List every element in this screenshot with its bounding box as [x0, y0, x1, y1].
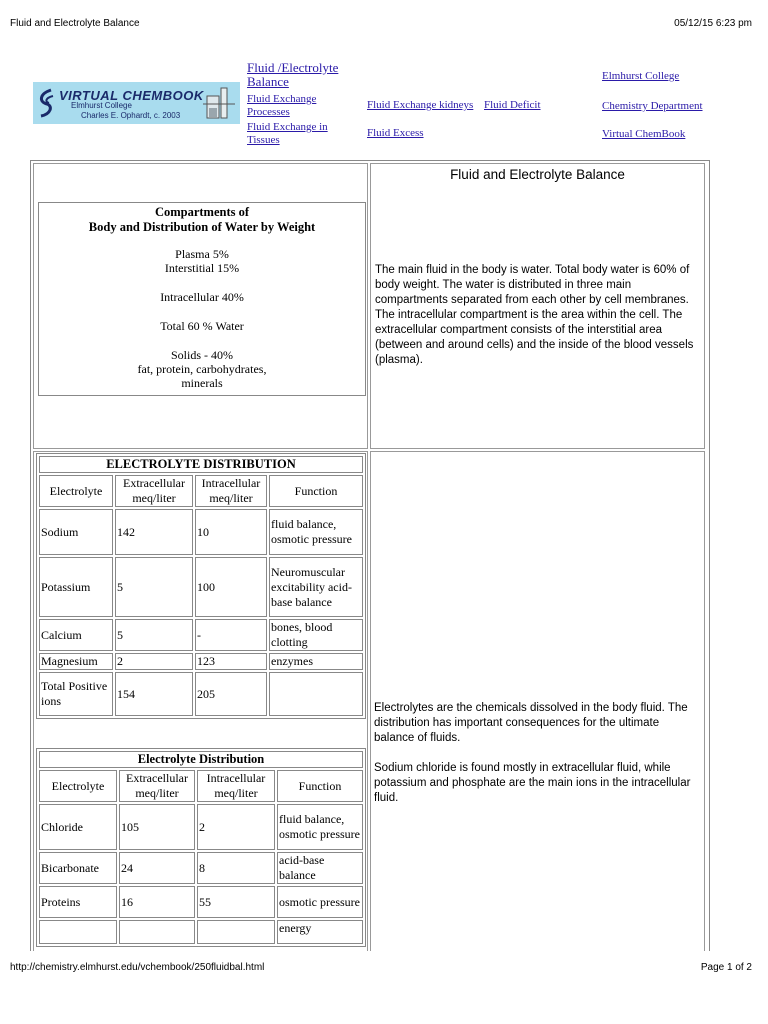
compartments-title-line1: Compartments of — [154, 205, 250, 219]
table-cell — [39, 920, 117, 944]
negative-ions-table — [36, 748, 366, 947]
positive-table-caption: ELECTROLYTE DISTRIBUTION — [39, 456, 363, 473]
positive-ions-table — [36, 453, 366, 719]
table-cell — [269, 672, 363, 716]
table-header: Intracellular meq/liter — [195, 475, 267, 507]
table-cell: 154 — [115, 672, 193, 716]
nav-elmhurst-college[interactable]: Elmhurst College — [602, 70, 680, 82]
table-cell: Chloride — [39, 804, 117, 850]
total-water-text: Total 60 % Water — [160, 319, 244, 333]
table-cell: - — [195, 619, 267, 651]
table-cell: Calcium — [39, 619, 113, 651]
table-cell: fluid balance, osmotic pressure — [277, 804, 363, 850]
table-header: Extracellular meq/liter — [115, 475, 193, 507]
table-cell: 142 — [115, 509, 193, 555]
table-cell: 105 — [119, 804, 195, 850]
table-cell: 100 — [195, 557, 267, 617]
table-header: Function — [277, 770, 363, 802]
table-header: Intracellular meq/liter — [197, 770, 275, 802]
table-header: Electrolyte — [39, 770, 117, 802]
flask-icon — [201, 84, 237, 122]
table-row — [39, 804, 363, 850]
sodium-chloride-description: Sodium chloride is found mostly in extracellular fluid, while potassium and phosphate are the main ions in the intracellular fluid. — [374, 762, 691, 804]
table-row — [39, 672, 363, 716]
table-header: Electrolyte — [39, 475, 113, 507]
table-cell: Magnesium — [39, 653, 113, 670]
nav-fluid-electrolyte-balance[interactable]: Fluid /Electrolyte Balance — [247, 60, 339, 89]
print-page-number: Page 1 of 2 — [700, 962, 752, 973]
solids-detail2: minerals — [181, 376, 223, 390]
table-cell: 10 — [195, 509, 267, 555]
table-cell: Proteins — [39, 886, 117, 918]
nav-fluid-exchange-processes[interactable]: Fluid Exchange Processes — [247, 93, 317, 118]
table-cell: enzymes — [269, 653, 363, 670]
table-row — [39, 886, 363, 918]
virtual-chembook-logo[interactable] — [33, 82, 240, 124]
print-datetime: 05/12/15 6:23 pm — [674, 18, 752, 29]
compartments-title-line2: Body and Distribution of Water by Weight — [88, 220, 316, 234]
table-cell — [197, 920, 275, 944]
table-cell: acid-base balance — [277, 852, 363, 884]
print-footer — [10, 962, 758, 976]
intracellular-text: Intracellular 40% — [160, 290, 244, 304]
solids-detail1: fat, protein, carbohydrates, — [137, 362, 267, 376]
table-cell: 123 — [195, 653, 267, 670]
table-cell: 2 — [115, 653, 193, 670]
print-title: Fluid and Electrolyte Balance — [10, 18, 140, 29]
nav-fluid-excess[interactable]: Fluid Excess — [367, 127, 424, 139]
print-header — [10, 18, 758, 32]
table-cell: 24 — [119, 852, 195, 884]
table-cell: Neuromuscular excitability acid-base balance — [269, 557, 363, 617]
interstitial-text: Interstitial 15% — [164, 261, 240, 275]
plasma-text: Plasma 5% — [175, 247, 229, 261]
table-row — [39, 920, 363, 944]
table-row — [39, 557, 363, 617]
swirl-icon — [37, 88, 57, 118]
negative-table-caption: Electrolyte Distribution — [39, 751, 363, 768]
table-row — [39, 653, 363, 670]
logo-author: Charles E. Ophardt, c. 2003 — [81, 111, 181, 120]
table-header: Extracellular meq/liter — [119, 770, 195, 802]
nav-fluid-exchange-kidneys[interactable]: Fluid Exchange kidneys — [367, 99, 474, 111]
table-cell: bones, blood clotting — [269, 619, 363, 651]
table-cell — [119, 920, 195, 944]
table-cell: 8 — [197, 852, 275, 884]
logo-title: VIRTUAL CHEMBOOK — [59, 88, 204, 103]
table-cell: 2 — [197, 804, 275, 850]
table-row — [39, 509, 363, 555]
print-url: http://chemistry.elmhurst.edu/vchembook/250fluidbal.html — [10, 962, 265, 973]
nav-fluid-deficit[interactable]: Fluid Deficit — [484, 99, 541, 111]
logo-college: Elmhurst College — [71, 101, 132, 110]
nav-chemistry-department[interactable]: Chemistry Department — [602, 100, 703, 112]
table-cell: 5 — [115, 557, 193, 617]
table-cell: Sodium — [39, 509, 113, 555]
table-cell: Potassium — [39, 557, 113, 617]
table-cell: 16 — [119, 886, 195, 918]
table-cell: Total Positive ions — [39, 672, 113, 716]
table-cell: energy — [277, 920, 363, 944]
water-description: The main fluid in the body is water. Total body water is 60% of body weight. The water is distributed in three main compartments separated from each other by cell membranes. The intracellular compartment is the area within the cell. The extracellular compartment consists of the interstitial area (between and around cells) and the inside of the blood vessels (plasma). — [375, 264, 694, 366]
table-cell: fluid balance, osmotic pressure — [269, 509, 363, 555]
nav-fluid-exchange-tissues[interactable]: Fluid Exchange in Tissues — [247, 121, 328, 146]
nav-virtual-chembook[interactable]: Virtual ChemBook — [602, 128, 686, 140]
table-cell: 5 — [115, 619, 193, 651]
page-title: Fluid and Electrolyte Balance — [450, 167, 625, 182]
table-cell: Bicarbonate — [39, 852, 117, 884]
table-cell: osmotic pressure — [277, 886, 363, 918]
solids-text: Solids - 40% — [170, 348, 233, 362]
table-cell: 55 — [197, 886, 275, 918]
table-header: Function — [269, 475, 363, 507]
electrolyte-description: Electrolytes are the chemicals dissolved in the body fluid. The distribution has important consequences for the ultimate balance of fluids. — [374, 702, 688, 744]
compartments-box — [38, 202, 366, 396]
table-row — [39, 619, 363, 651]
table-cell: 205 — [195, 672, 267, 716]
table-row — [39, 852, 363, 884]
